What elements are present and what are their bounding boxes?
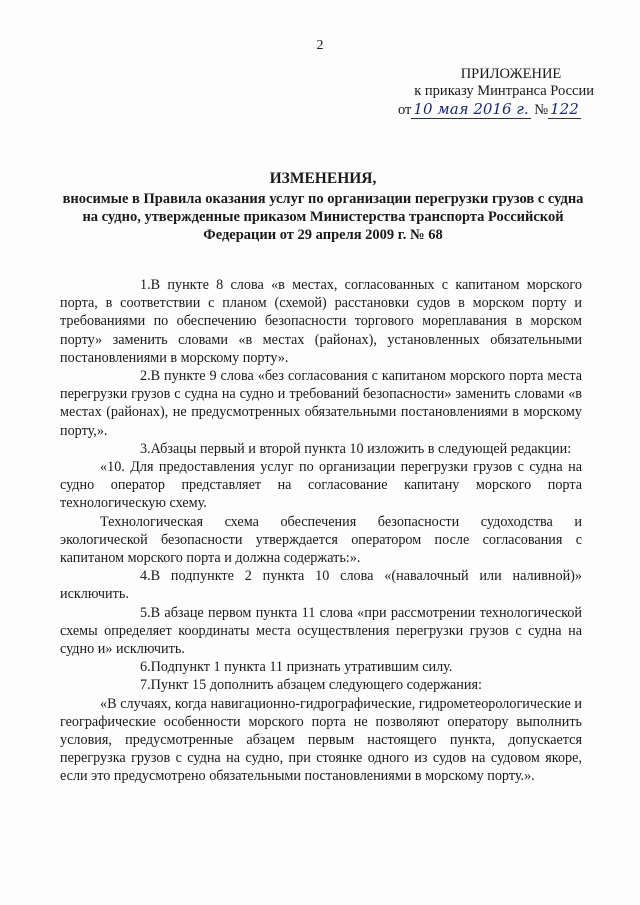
appendix-block [398,66,594,119]
paragraph-text: «10. Для предоставления услуг по организации перегрузки грузов с судна на судно оператор представляет на согласование капитану морского порта технологическую схему. [60,459,582,512]
paragraph-number: 7. [140,677,151,694]
paragraph-text: Абзацы первый и второй пункта 10 изложить в следующей редакции: [150,440,572,457]
document-body [60,276,582,786]
paragraph-text: Подпункт 1 пункта 11 признать утратившим силу. [150,659,453,676]
appendix-order: к приказу Минтранса России [414,83,594,99]
paragraph-text: В подпункте 2 пункта 10 слова «(навалочный или наливной)» исключить. [60,568,582,603]
handwritten-number: 122 [550,100,579,118]
number-prefix: № [534,102,549,118]
paragraph [60,513,582,568]
document-heading [58,170,588,244]
heading-subtitle: вносимые в Правила оказания услуг по организации перегрузки грузов с судна на судно, утвержденные приказом Министерства транспорта Российской Федерации от 29 апреля 2009 г. № 68 [62,191,584,243]
paragraph [60,604,582,659]
page-number: 2 [316,38,324,53]
paragraph [60,458,582,513]
paragraph [60,567,582,603]
paragraph-text: «В случаях, когда навигационно-гидрографические, гидрометеорологические и географические особенности морского порта не позволяют оператору выполнить условия, предусмотренные абзацем первым настоящего пункта, допускается перегрузка грузов с судна на судно, при стоянке одного из судов на судовом якоре, если это предусмотрено обязательными постановлениями в морскому порту.». [60,695,582,785]
paragraph-number: 3. [140,440,151,457]
paragraph-text: В пункте 8 слова «в местах, согласованных с капитаном морского порта, в соответствии с планом (схемой) расстановки судов в морском порту и требованиями по обеспечению безопасности торгового мореплавания в морском порту» заменить словами «в местах (районах), установленных обязательными постановлениями в морскому порту». [60,277,582,366]
paragraph-text: Пункт 15 дополнить абзацем следующего содержания: [150,677,482,694]
paragraph [60,367,582,440]
paragraph-number: 1. [140,277,151,293]
handwritten-date: 10 мая 2016 г. [413,100,529,118]
paragraph [60,658,582,676]
paragraph-text: В пункте 9 слова «без согласования с капитаном морского порта места перегрузки грузов с судна на судно и требований безопасности» заменить словами «в местах (районах), не предусмотренных обязательными постановлениями в морскому порту,». [60,368,582,439]
paragraph-number: 6. [140,659,151,676]
paragraph-text: Технологическая схема обеспечения безопасности судоходства и экологической безопасности утверждается оператором после согласования с капитаном морского порта и должна содержать:». [60,513,582,567]
paragraph-number: 5. [140,604,151,621]
paragraph [60,276,582,367]
appendix-title: ПРИЛОЖЕНИЕ [460,66,562,82]
paragraph-number: 4. [140,568,151,585]
paragraph-number: 2. [140,368,151,385]
paragraph [60,695,582,786]
paragraph [60,676,582,694]
heading-title: ИЗМЕНЕНИЯ, [269,170,377,187]
date-prefix: от [398,102,412,118]
paragraph-text: В абзаце первом пункта 11 слова «при рассмотрении технологической схемы определяет координаты места осуществления перегрузки грузов с судна на судно и» исключить. [60,604,582,658]
appendix-date-line [398,101,594,119]
paragraph [60,440,582,458]
